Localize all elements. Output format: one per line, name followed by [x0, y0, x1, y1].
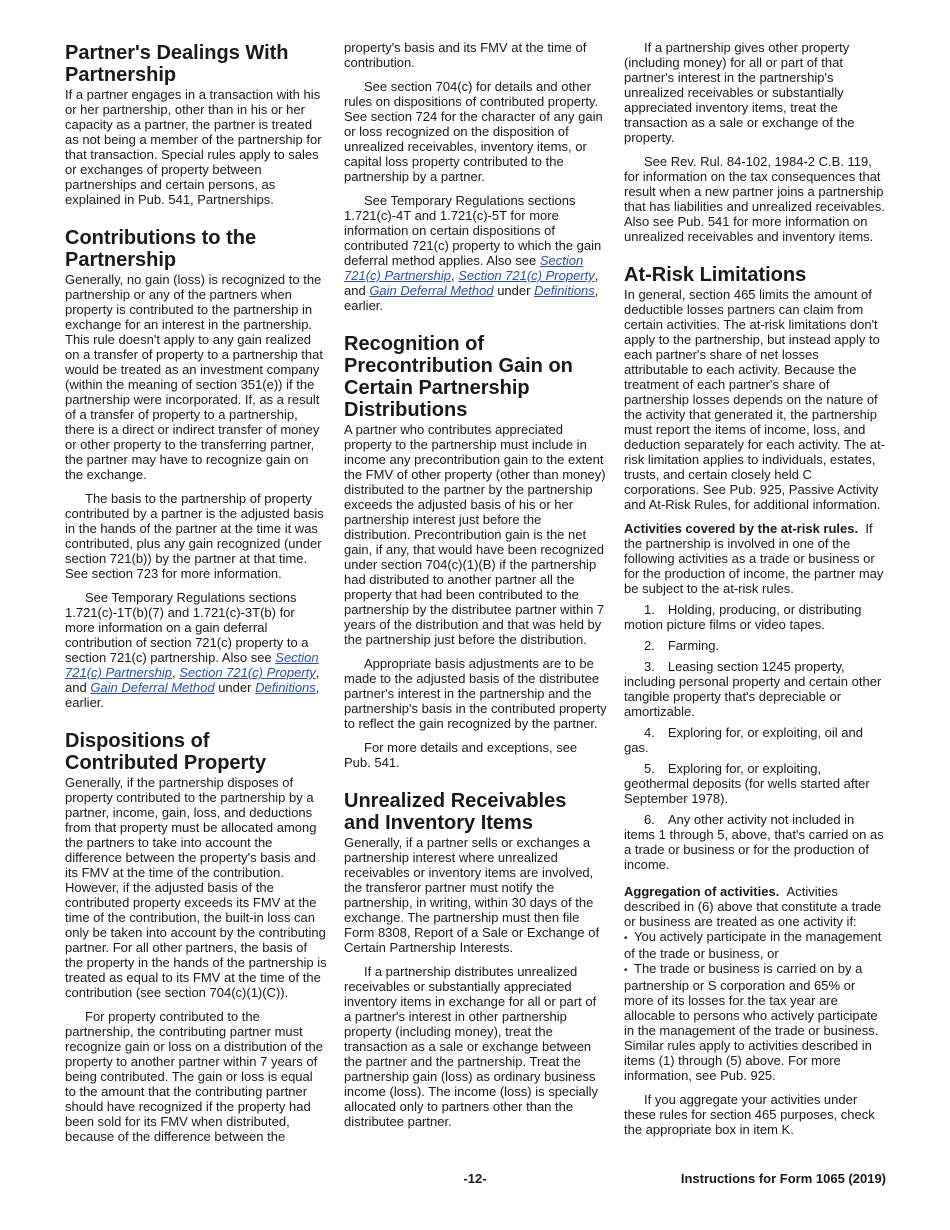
- paragraph: If a partner engages in a transaction with his or her partnership, other than in his or her capacity as a partner, the partner is treated as not being a member of the partnership for that transaction. Special rules apply to sales or exchanges of property between partnerships and certain persons, as explained in Pub. 541, Partnerships.: [65, 87, 322, 207]
- paragraph: If you aggregate your activities under these rules for section 465 purposes, check the appropriate box in item K.: [624, 1092, 875, 1137]
- paragraph: The basis to the partnership of property contributed by a partner is the adjusted basis in the hands of the partner at the time it was contributed, plus any gain recognized (under section 721(b)) by the partner at that time. See section 723 for more information.: [65, 491, 324, 581]
- list-item: 2. Farming.: [644, 638, 720, 653]
- heading-partners-dealings: Partner's Dealings With Partnership: [65, 42, 289, 86]
- text: See Temporary Regulations sections 1.721(c)-4T and 1.721(c)-5T for more information on certain dispositions of contributed 721(c) property to which the gain deferral method applies. Also see: [344, 193, 602, 268]
- text: If the partnership is involved in one of the following activities as a trade or business or for the production of income, the partner may be subject to the at-risk rules.: [624, 521, 884, 596]
- text: , earlier.: [344, 283, 599, 313]
- text: ,: [171, 665, 180, 680]
- paragraph-aggregation: [624, 884, 886, 929]
- list-item: 1. Holding, producing, or distributing motion picture films or video tapes.: [624, 602, 862, 632]
- text: , earlier.: [65, 680, 320, 710]
- text: , and: [344, 268, 599, 298]
- column-right: [624, 40, 886, 1146]
- list-item: 6. Any other activity not included in items 1 through 5, above, that's carried on as a trade or business or for the production of income.: [624, 812, 884, 872]
- paragraph: For more details and exceptions, see Pub. 541.: [344, 740, 578, 770]
- paragraph: Appropriate basis adjustments are to be made to the adjusted basis of the distributee partner's interest in the partnership and the partnership's basis in the contributed property to reflect the gain recognized by the partner.: [344, 656, 607, 731]
- column-middle: [344, 40, 607, 1138]
- link-section-721c-partnership[interactable]: Section 721(c) Partnership: [344, 253, 584, 283]
- paragraph: See section 704(c) for details and other rules on dispositions of contributed property. See section 724 for the character of any gain or loss recognized on the disposition of unrealized receivables, inventory items, or capital loss property contributed to the partnership by a partner.: [344, 79, 603, 184]
- paragraph-activities-covered: [624, 521, 886, 596]
- link-gain-deferral-method[interactable]: Gain Deferral Method: [90, 680, 215, 695]
- page-number: -12-: [463, 1171, 487, 1186]
- bullet-icon: •: [624, 933, 628, 944]
- run-in-heading: Activities covered by the at-risk rules.: [624, 521, 859, 536]
- text: under: [493, 283, 535, 298]
- heading-at-risk-limitations: At-Risk Limitations: [624, 264, 807, 286]
- list-item: 4. Exploring for, or exploiting, oil and gas.: [624, 725, 863, 755]
- paragraph: For property contributed to the partnership, the contributing partner must recognize gain or loss on a distribution of the property to another partner within 7 years of being contributed. The gain or loss is equal to the amount that the contributing partner should have recognized if the property had been sold for its FMV when distributed, because of the difference between the: [65, 1009, 323, 1144]
- list-item: 5. Exploring for, or exploiting, geothermal deposits (for wells started after September 1978).: [624, 761, 870, 806]
- bullet-item: [624, 961, 886, 1083]
- paragraph: In general, section 465 limits the amount of deductible losses partners can claim from certain activities. The at-risk limitations don't apply to the partnership, but instead apply to each partner's share of net losses attributable to each activity. Because the treatment of each partner's share of partnership losses depends on the nature of the activity that generated it, the partnership must report the items of income, loss, and deduction separately for each activity. The at-risk limitation applies to individuals, estates, trusts, and certain closely held C corporations. See Pub. 925, Passive Activity and At-Risk Rules, for additional information.: [624, 287, 886, 512]
- bullet-item: [624, 929, 886, 961]
- run-in-heading: Aggregation of activities.: [624, 884, 780, 899]
- paragraph: A partner who contributes appreciated property to the partnership must include in income any precontribution gain to the extent the FMV of other property (other than money) distributed to the partner by the partnership exceeds the adjusted basis of his or her partnership interest just before the distribution. Precontribution gain is the net gain, if any, that would have been recognized under section 704(c)(1)(B) if the partnership had distributed to another partner all the property that had been contributed to the partnership by the distributee partner within 7 years of the distribution and that was held by the partnership just before the distribution.: [344, 422, 606, 647]
- paragraph-with-links: [65, 590, 327, 710]
- paragraph: See Rev. Rul. 84-102, 1984-2 C.B. 119, for information on the tax consequences that result when a new partner joins a partnership that has liabilities and unrealized receivables. Also see Pub. 541 for more information on unrealized receivables and inventory items.: [624, 154, 885, 244]
- column-left: [65, 40, 327, 1153]
- heading-precontribution-gain: Recognition of Precontribution Gain on Certain Partnership Distributions: [344, 333, 573, 421]
- link-section-721c-partnership[interactable]: Section 721(c) Partnership: [65, 650, 319, 680]
- link-gain-deferral-method[interactable]: Gain Deferral Method: [369, 283, 494, 298]
- heading-dispositions: Dispositions of Contributed Property: [65, 730, 267, 774]
- text: under: [214, 680, 256, 695]
- paragraph: Generally, if a partner sells or exchanges a partnership interest where unrealized receivables or inventory items are involved, the transferor partner must notify the partnership, in writing, within 30 days of the exchange. The partnership must then file Form 8308, Report of a Sale or Exchange of Certain Partnership Interests.: [344, 835, 600, 955]
- paragraph-with-links: [344, 193, 607, 313]
- link-definitions[interactable]: Definitions: [255, 680, 316, 695]
- paragraph: Generally, if the partnership disposes of property contributed to the partnership by a partner, income, gain, loss, and deductions from that property must be allocated among the partners to take into account the difference between the property's basis and its FMV at the time of the contribution. However, if the adjusted basis of the contributed property exceeds its FMV at the time of the contribution, the built-in loss can only be taken into account by the contributing partner. For all other partners, the basis of the property in the hands of the partnership is treated as equal to its FMV at the time of the contribution (see section 704(c)(1)(C)).: [65, 775, 327, 1000]
- link-definitions[interactable]: Definitions: [534, 283, 595, 298]
- heading-contributions: Contributions to the Partnership: [65, 227, 257, 271]
- paragraph: property's basis and its FMV at the time of contribution.: [344, 40, 587, 70]
- link-section-721c-property[interactable]: Section 721(c) Property: [179, 665, 316, 680]
- heading-unrealized-receivables: Unrealized Receivables and Inventory Items: [344, 790, 567, 834]
- paragraph: Generally, no gain (loss) is recognized to the partnership or any of the partners when property is contributed to the partnership in exchange for an interest in the partnership. This rule doesn't apply to any gain realized on a transfer of property to a partnership that would be treated as an investment company (within the meaning of section 351(e)) if the partnership were incorporated. If, as a result of a transfer of property to a partnership, there is a direct or indirect transfer of money or other property to the transferring partner, the partner may have to recognize gain on the exchange.: [65, 272, 323, 482]
- text: You actively participate in the management of the trade or business, or: [624, 929, 882, 961]
- text: ,: [450, 268, 459, 283]
- paragraph: If a partnership distributes unrealized receivables or substantially appreciated inventory items in exchange for all or part of a partner's interest in other partnership property (including money), treat the transaction as a sale or exchange between the partner and the partnership. Treat the partnership gain (loss) as ordinary business income (loss). The income (loss) is specially allocated only to partners other than the distributee partner.: [344, 964, 599, 1129]
- list-item: 3. Leasing section 1245 property, including personal property and certain other tangible property that's depreciable or amortizable.: [624, 659, 882, 719]
- bullet-icon: •: [624, 965, 628, 976]
- text: Activities described in (6) above that constitute a trade or business are treated as one activity if:: [624, 884, 882, 929]
- paragraph: If a partnership gives other property (including money) for all or part of that partner's interest in the partnership's unrealized receivables or substantially appreciated inventory items, treat the transaction as a sale or exchange of the property.: [624, 40, 855, 145]
- text: , and: [65, 665, 320, 695]
- form-name: Instructions for Form 1065 (2019): [680, 1171, 886, 1186]
- link-section-721c-property[interactable]: Section 721(c) Property: [458, 268, 595, 283]
- text: The trade or business is carried on by a partnership or S corporation and 65% or more of its losses for the tax year are allocable to persons who actively participate in the management of the trade or business. Similar rules apply to activities described in items (1) through (5) above. For more information, see Pub. 925.: [624, 961, 879, 1083]
- text: See Temporary Regulations sections 1.721(c)-1T(b)(7) and 1.721(c)-3T(b) for more information on a gain deferral contribution of section 721(c) property to a section 721(c) partnership. Also see: [65, 590, 309, 665]
